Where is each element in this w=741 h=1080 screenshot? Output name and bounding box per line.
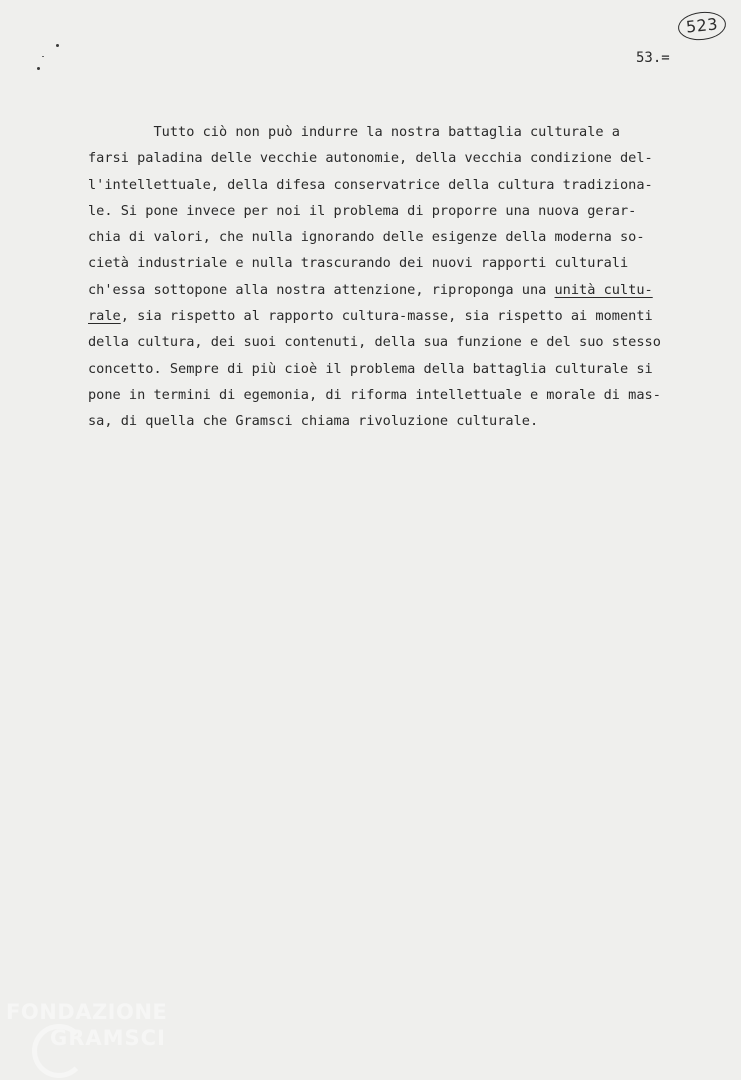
text-line: sa, di quella che Gramsci chiama rivoluzione culturale. xyxy=(88,413,539,430)
fondazione-gramsci-watermark xyxy=(6,996,186,1076)
ink-speck xyxy=(42,56,44,57)
text-line xyxy=(88,277,703,303)
text-fragment: ch'essa sottopone alla nostra attenzione, riproponga una xyxy=(88,281,555,298)
ink-speck xyxy=(56,44,59,47)
text-line: chia di valori, che nulla ignorando delle esigenze della moderna so- xyxy=(88,229,645,246)
watermark-line1: FONDAZIONE xyxy=(6,1000,168,1024)
body-paragraph xyxy=(88,119,703,435)
text-line: della cultura, dei suoi contenuti, della sua funzione e del suo stesso xyxy=(88,334,661,351)
text-line: cietà industriale e nulla trascurando dei nuovi rapporti culturali xyxy=(88,255,629,272)
text-line: pone in termini di egemonia, di riforma intellettuale e morale di mas- xyxy=(88,386,661,403)
ink-speck xyxy=(37,67,40,70)
archive-number-stamp: 523 xyxy=(677,10,728,43)
text-line: le. Si pone invece per noi il problema di proporre una nuova gerar- xyxy=(88,202,637,219)
underlined-text: unità cultu- xyxy=(554,281,653,298)
text-line: Tutto ciò non può indurre la nostra battaglia culturale a xyxy=(88,124,620,140)
text-line: concetto. Sempre di più cioè il problema della battaglia culturale si xyxy=(88,360,653,377)
text-line: l'intellettuale, della difesa conservatrice della cultura tradiziona- xyxy=(88,176,653,193)
page-number: 53.= xyxy=(636,50,670,66)
text-fragment: , sia rispetto al rapporto cultura-masse, sia rispetto ai momenti xyxy=(120,308,653,325)
text-line: farsi paladina delle vecchie autonomie, della vecchia condizione del- xyxy=(88,150,653,167)
underlined-text: rale xyxy=(88,308,121,325)
watermark-line2: GRAMSCI xyxy=(50,1026,166,1050)
text-line xyxy=(88,303,703,329)
